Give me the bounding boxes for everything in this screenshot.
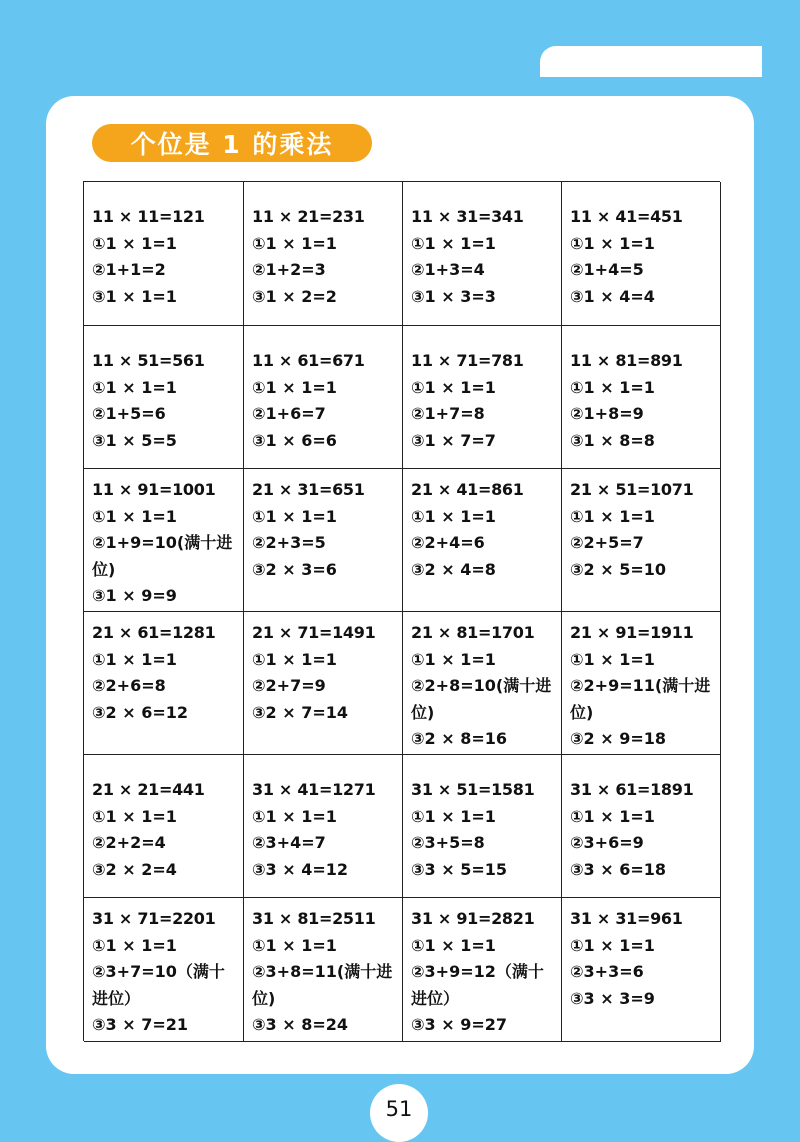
section-title: 个位是 1 的乘法 [92,124,372,162]
table-cell [562,326,721,469]
equation-heading: 11 × 81=891 [570,351,683,370]
step-line: ③2 × 6=12 [92,702,189,722]
step-line: ③2 × 7=14 [252,702,349,722]
step-line: ②1+7=8 [411,404,485,423]
equation-heading: 11 × 21=231 [252,207,365,226]
equation-heading: 11 × 71=781 [411,351,524,370]
step-line: ②2+7=9 [252,676,326,695]
table-cell [84,182,244,326]
step-line: ②3+4=7 [252,833,326,852]
step-line: ②3+8=11(满十进位) [252,962,393,1008]
step-line: ③1 × 1=1 [92,286,177,306]
step-line: ①1 × 1=1 [411,806,496,826]
table-cell [84,898,244,1042]
step-line: ①1 × 1=1 [252,506,337,526]
step-line: ①1 × 1=1 [411,649,496,669]
step-line: ②2+9=11(满十进位) [570,676,711,722]
step-line: ①1 × 1=1 [411,233,496,253]
step-line: ③1 × 9=9 [92,586,177,605]
equation-heading: 21 × 51=1071 [570,480,694,499]
step-line: ①1 × 1=1 [570,806,655,826]
step-line: ①1 × 1=1 [252,649,337,669]
step-line: ②1+4=5 [570,260,644,279]
step-line: ③1 × 3=3 [411,286,496,306]
step-line: ③1 × 8=8 [570,430,655,450]
step-line: ②1+3=4 [411,260,485,279]
step-line: ③2 × 3=6 [252,559,337,579]
step-line: ①1 × 1=1 [92,506,177,526]
equation-heading: 11 × 31=341 [411,207,524,226]
step-line: ③3 × 9=27 [411,1015,508,1034]
table-cell [244,469,403,612]
step-line: ②3+6=9 [570,833,644,852]
step-line: ③2 × 8=16 [411,729,508,748]
step-line: ③3 × 7=21 [92,1015,189,1034]
equation-heading: 21 × 91=1911 [570,623,694,642]
equation-heading: 11 × 61=671 [252,351,365,370]
step-line: ②2+5=7 [570,533,644,552]
step-line: ③3 × 4=12 [252,859,349,879]
top-tab-decoration [540,46,762,77]
step-line: ③2 × 2=4 [92,859,177,879]
equation-heading: 31 × 41=1271 [252,780,376,799]
step-line: ③1 × 5=5 [92,430,177,450]
page-number: 51 [370,1084,428,1142]
step-line: ②3+7=10（满十进位） [92,962,225,1008]
step-line: ①1 × 1=1 [92,806,177,826]
table-cell [403,612,562,755]
step-line: ②1+2=3 [252,260,326,279]
table-cell [403,326,562,469]
table-cell [562,755,721,898]
step-line: ②1+9=10(满十进位) [92,533,233,579]
table-cell [244,898,403,1042]
table-cell [403,755,562,898]
step-line: ②1+8=9 [570,404,644,423]
step-line: ①1 × 1=1 [570,377,655,397]
step-line: ①1 × 1=1 [92,233,177,253]
step-line: ③3 × 8=24 [252,1015,349,1034]
table-cell [84,326,244,469]
step-line: ①1 × 1=1 [570,506,655,526]
table-cell [244,755,403,898]
equation-heading: 21 × 81=1701 [411,623,535,642]
table-cell [403,469,562,612]
multiplication-table [83,181,720,1041]
step-line: ③2 × 9=18 [570,729,667,748]
equation-heading: 31 × 81=2511 [252,909,376,928]
equation-heading: 31 × 51=1581 [411,780,535,799]
equation-heading: 21 × 31=651 [252,480,365,499]
step-line: ③1 × 7=7 [411,430,496,450]
table-cell [84,612,244,755]
step-line: ①1 × 1=1 [252,935,337,955]
table-cell [562,469,721,612]
step-line: ①1 × 1=1 [411,506,496,526]
step-line: ①1 × 1=1 [252,806,337,826]
equation-heading: 31 × 31=961 [570,909,683,928]
equation-heading: 21 × 71=1491 [252,623,376,642]
step-line: ①1 × 1=1 [92,935,177,955]
table-cell [403,182,562,326]
step-line: ②2+4=6 [411,533,485,552]
table-cell [562,182,721,326]
equation-heading: 11 × 11=121 [92,207,205,226]
equation-heading: 11 × 51=561 [92,351,205,370]
equation-heading: 31 × 61=1891 [570,780,694,799]
step-line: ①1 × 1=1 [570,649,655,669]
step-line: ①1 × 1=1 [411,935,496,955]
step-line: ②1+6=7 [252,404,326,423]
table-cell [84,469,244,612]
step-line: ③2 × 4=8 [411,559,496,579]
equation-heading: 21 × 61=1281 [92,623,216,642]
equation-heading: 11 × 91=1001 [92,480,216,499]
step-line: ①1 × 1=1 [252,377,337,397]
step-line: ③1 × 4=4 [570,286,655,306]
table-cell [84,755,244,898]
table-cell [562,898,721,1042]
step-line: ③2 × 5=10 [570,559,667,579]
table-cell [562,612,721,755]
table-cell [244,612,403,755]
step-line: ②2+2=4 [92,833,166,852]
step-line: ①1 × 1=1 [570,935,655,955]
step-line: ③3 × 3=9 [570,988,655,1008]
table-cell [403,898,562,1042]
step-line: ①1 × 1=1 [411,377,496,397]
step-line: ②2+6=8 [92,676,166,695]
step-line: ②2+3=5 [252,533,326,552]
equation-heading: 11 × 41=451 [570,207,683,226]
step-line: ②1+5=6 [92,404,166,423]
equation-heading: 21 × 21=441 [92,780,205,799]
table-cell [244,326,403,469]
step-line: ③1 × 6=6 [252,430,337,450]
equation-heading: 31 × 91=2821 [411,909,535,928]
step-line: ①1 × 1=1 [252,233,337,253]
step-line: ②3+9=12（满十进位） [411,962,544,1008]
step-line: ③3 × 6=18 [570,859,667,879]
step-line: ①1 × 1=1 [570,233,655,253]
table-cell [244,182,403,326]
step-line: ①1 × 1=1 [92,377,177,397]
step-line: ②3+3=6 [570,962,644,981]
equation-heading: 21 × 41=861 [411,480,524,499]
step-line: ①1 × 1=1 [92,649,177,669]
step-line: ③3 × 5=15 [411,859,508,879]
equation-heading: 31 × 71=2201 [92,909,216,928]
step-line: ②1+1=2 [92,260,166,279]
step-line: ②3+5=8 [411,833,485,852]
step-line: ②2+8=10(满十进位) [411,676,552,722]
step-line: ③1 × 2=2 [252,286,337,306]
